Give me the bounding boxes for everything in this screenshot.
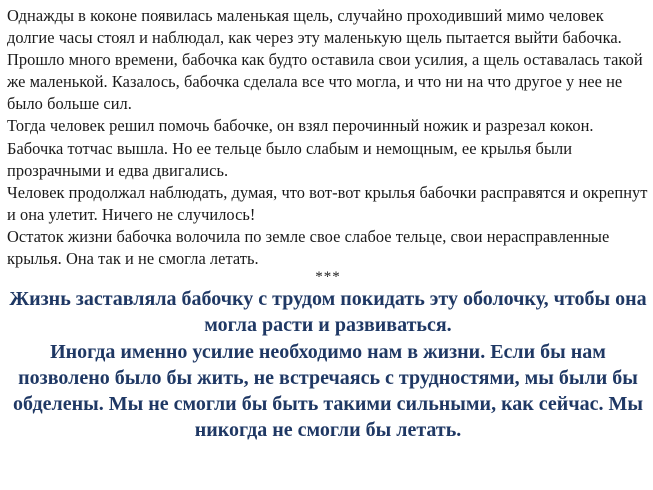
- story-text: [7, 5, 649, 270]
- story-paragraph: Остаток жизни бабочка волочила по земле свое слабое тельце, свои нерасправленные крылья. Она так и не смогла летать.: [7, 226, 610, 269]
- story-paragraph: Человек продолжал наблюдать, думая, что вот-вот крылья бабочки расправятся и окрепнут и она улетит. Ничего не случилось!: [7, 182, 648, 224]
- moral-paragraph: Жизнь заставляла бабочку с трудом покидать эту оболочку, чтобы она могла расти и развиваться.: [9, 288, 647, 337]
- moral-text: [7, 286, 649, 443]
- section-separator: ***: [315, 269, 341, 286]
- story-paragraph: Тогда человек решил помочь бабочке, он взял перочинный ножик и разрезал кокон. Бабочка тотчас вышла. Но ее тельце было слабым и немощным, ее крылья были прозрачными и едва двигались.: [7, 116, 594, 180]
- moral-paragraph: Иногда именно усилие необходимо нам в жизни. Если бы нам позволено было бы жить, не встречаясь с трудностями, мы были бы обделены. Мы не смогли бы быть такими сильными, как сейчас. Мы никогда не смогли бы летать.: [13, 340, 643, 442]
- document: [7, 5, 649, 443]
- story-paragraph: Однажды в коконе появилась маленькая щель, случайно проходивший мимо человек долгие часы стоял и наблюдал, как через эту маленькую щель пытается выйти бабочка.: [7, 6, 622, 48]
- story-paragraph: Прошло много времени, бабочка как будто оставила свои усилия, а щель оставалась такой же маленькой. Казалось, бабочка сделала все что могла, и что ни на что другое у нее не было больше сил.: [7, 50, 643, 114]
